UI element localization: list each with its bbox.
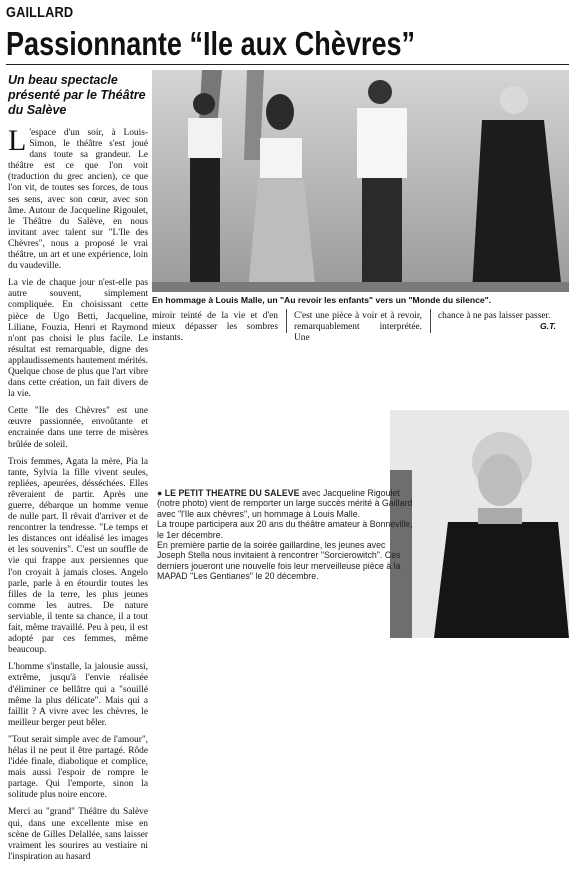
article-column-3: C'est une pièce à voir et à revoir, remarquablement interprétée. Une — [294, 311, 422, 344]
page-title: Passionnante “Ile aux Chèvres” — [6, 25, 416, 62]
brief-text-1: avec Jacqueline Rigoulet (notre photo) vient de remporter un large succès mérité à Gaillard avec "l'Ile aux chèvres", un hommage à Louis Malle. — [157, 488, 413, 519]
column-divider — [286, 309, 287, 333]
paragraph-1 — [8, 124, 148, 272]
title-rule — [6, 64, 569, 65]
paragraph-2: La vie de chaque jour n'est-elle pas autre souvent, simplement compliquée. En choisissant cette pièce de Ugo Betti, Jacqueline, Liliane, Fouzia, Henri et Raymond n'ont pas choisi le plus facile. Le résultat est remarquable, digne des applaudissements hautement mérités. Quelque chose de plus que l'art vibre dans cette création, un fait divers de la vie. — [8, 278, 148, 400]
paragraph-3: Cette "Ile des Chèvres" est une œuvre passionnée, envoûtante et encrainée dans une terre de misères brûlée de soleil. — [8, 406, 148, 450]
portrait-photo-illustration — [390, 410, 569, 638]
paragraph-1-text: 'espace d'un soir, à Louis-Simon, le théâtre s'est joué dans toute sa grandeur. Le théâtre est ce que l'on voit (traduction du grec ancien), ce que l'on vit, de toutes ses forces, de tous ses sens, avec son cœur, avec son âme. Autour de Jacqueline Rigoulet, le Théâtre du Salève, en nous invitant avec talent sur "L'Ile des Chèvres", nous a proposé le vrai théâtre, un art et une expérience, loin du vaudeville. — [8, 128, 148, 272]
paragraph-4: Trois femmes, Agata la mère, Pia la tante, Sylvia la fille vivent seules, repliées, apeurées, désséchées. Elles rêveraient de partir. Après une guerre, débarque un homme venue de nulle part. Il rêvait d'arriver et de rencontrer la tendresse. "Le temps et les distances ont idéalisé les images et les souvenirs". C'est un souffle de vie qui frappe aux persiennes que l'on croyait à jamais closes. Angelo parle, parle à en étourdir toutes les filles de la terre, les plus jeunes comme les autres. De nature serviable, il tente sa chance, il a tout fait, même travaillé. Peu à peu, il est adopté par ces femmes, même beaucoup. — [8, 456, 148, 656]
photo-caption: En hommage à Louis Malle, un "Au revoir les enfants" vers un "Monde du silence". — [152, 295, 492, 305]
stage-photo — [152, 70, 569, 292]
brief-lead: ● LE PETIT THEATRE DU SALEVE — [157, 488, 300, 498]
drop-cap: L — [8, 124, 27, 157]
paragraph-5: L'homme s'installe, la jalousie aussi, extrême, jusqu'à l'envie réalisée d'éliminer ce bellâtre qui a "souillé même la plus délicate". Mais qui a faillit ? A vivre avec les chèvres, le meilleur berger peut bêler. — [8, 662, 148, 728]
author-signature: G.T. — [540, 321, 557, 331]
article-column-2: miroir teinté de la vie et d'en mieux dépasser les sombres instants. — [152, 311, 278, 344]
column-divider — [430, 309, 431, 333]
section-kicker: GAILLARD — [6, 4, 74, 21]
brief-paragraph-2: La troupe participera aux 20 ans du théâtre amateur à Bonneville, le 1er décembre. — [157, 519, 413, 540]
article-column-left — [8, 124, 148, 869]
brief-paragraph-3: En première partie de la soirée gaillardine, les jeunes avec Joseph Stella nous invitaient à rencontrer "Sorcierowitch". Ces derniers joueront une nouvelle fois leur merveilleuse pièce à la MAPAD "Les Gentianes" le 20 décembre. — [157, 540, 401, 582]
news-brief — [157, 488, 413, 582]
paragraph-7: Merci au "grand" Théâtre du Salève qui, dans une excellente mise en scène de Gilles Delallée, sans laisser vraiment les sourires au vestiaire ni l'inspiration au hasard — [8, 807, 148, 862]
paragraph-6: "Tout serait simple avec de l'amour", hélas il ne peut il être partagé. Rôde l'idée finale, diabolique et complice, mais aussi l'espoir de rompre le partage. Qui l'emporte, sinon la solitude plus noire encore. — [8, 734, 148, 801]
stage-photo-illustration — [152, 70, 569, 292]
brief-paragraph-1 — [157, 488, 413, 519]
standfirst: Un beau spectacle présenté par le Théâtre du Salève — [8, 73, 146, 117]
portrait-photo — [390, 410, 569, 638]
article-column-4: chance à ne pas laisser passer. — [438, 311, 551, 321]
